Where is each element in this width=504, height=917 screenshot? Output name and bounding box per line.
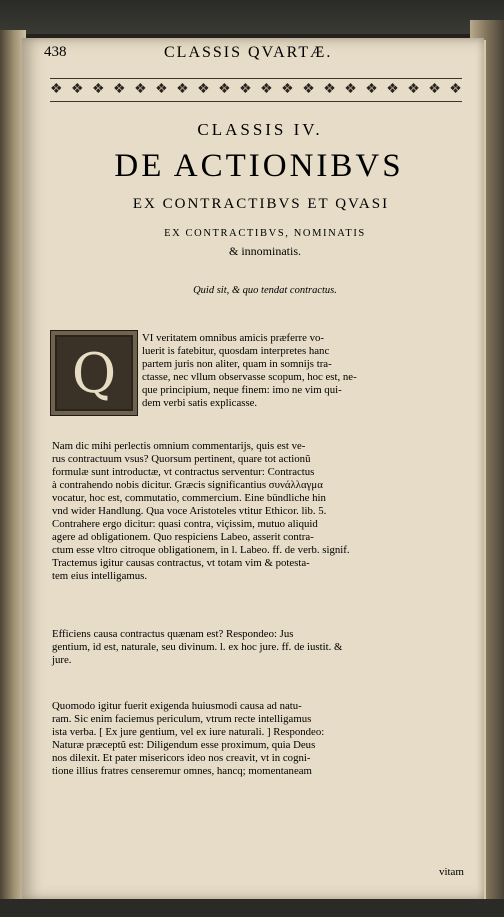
ornament-glyph: ❖ xyxy=(260,82,273,97)
ornament-glyph: ❖ xyxy=(71,82,84,97)
ornament-glyph: ❖ xyxy=(344,82,357,97)
subtitle-line-2: EX CONTRACTIBVS, NOMINATIS xyxy=(164,228,366,239)
text-line: Naturæ præceptũ est: Diligendum esse proximum, quia Deus xyxy=(52,739,316,751)
ornament-glyph: ❖ xyxy=(428,82,441,97)
text-line: formulæ sunt introductæ, vt contractus serventur: Contractus xyxy=(52,466,315,478)
paragraph-2 xyxy=(52,440,472,583)
paragraph-3 xyxy=(52,628,472,667)
text-line: jure. xyxy=(52,654,72,666)
ornament-glyph: ❖ xyxy=(365,82,378,97)
text-line: ctum esse vltro citroque obligationem, in l. Labeo. ff. de verb. signif. xyxy=(52,544,350,556)
ornament-glyph: ❖ xyxy=(92,82,105,97)
ornament-glyph: ❖ xyxy=(176,82,189,97)
ornament-glyph: ❖ xyxy=(386,82,399,97)
text-line: ctasse, nec vllum observasse scopum, hoc est, ne- xyxy=(142,371,357,383)
catchword: vitam xyxy=(438,866,464,878)
ornament-band xyxy=(50,78,462,102)
text-line: partem juris non aliter, quam in somnijs tra- xyxy=(142,358,332,370)
text-line: ram. Sic enim faciemus periculum, vtrum recte intelligamus xyxy=(52,713,312,725)
ornament-glyph: ❖ xyxy=(50,82,63,97)
text-line: tione illius fratres censeremur omnes, hancq; momentaneam xyxy=(52,765,312,777)
subtitle-line-1: EX CONTRACTIBVS ET QVASI xyxy=(132,196,390,212)
main-title: DE ACTIONIBVS xyxy=(114,148,404,184)
text-line: Tractemus igitur causas contractus, vt totam vim & potesta- xyxy=(52,557,310,569)
text-line: vnd wider Handlung. Qua voce Aristoteles vtitur Ethicor. lib. 5. xyxy=(52,505,327,517)
text-line: Quomodo igitur fuerit exigenda huiusmodi causa ad natu- xyxy=(52,700,302,712)
ornament-glyph: ❖ xyxy=(281,82,294,97)
classis-heading: CLASSIS IV. xyxy=(197,120,323,139)
text-line: à contrahendo nobis dicitur. Græcis significantius συνάλλαγμα xyxy=(52,479,323,491)
paragraph-1 xyxy=(142,332,472,410)
text-line: agere ad obligationem. Quo respiciens Labeo, asserit contra- xyxy=(52,531,314,543)
text-line: Efficiens causa contractus quænam est? Respondeo: Jus xyxy=(52,628,294,640)
ornament-glyph: ❖ xyxy=(155,82,168,97)
text-line: gentium, id est, naturale, seu divinum. l. ex hoc jure. ff. de iustit. & xyxy=(52,641,343,653)
ornament-glyph: ❖ xyxy=(449,82,462,97)
text-line: Nam dic mihi perlectis omnium commentarijs, quis est ve- xyxy=(52,440,306,452)
text-line: dem verbi satis explicasse. xyxy=(142,397,258,409)
ornament-glyph: ❖ xyxy=(323,82,336,97)
running-head xyxy=(44,44,458,66)
page-number: 438 xyxy=(44,44,67,60)
text-line: Contrahere ergo dicitur: quasi contra, viçissim, mutuo aliquid xyxy=(52,518,318,530)
ornament-glyph: ❖ xyxy=(239,82,252,97)
text-line: tem eius intelligamus. xyxy=(52,570,148,582)
text-line: luerit is fatebitur, quosdam interpretes hanc xyxy=(142,345,330,357)
running-title: CLASSIS QVARTÆ. xyxy=(164,44,333,61)
ornament-glyph: ❖ xyxy=(197,82,210,97)
text-line: que principium, neque finem: imo ne vim qui- xyxy=(142,384,342,396)
ornament-glyph: ❖ xyxy=(407,82,420,97)
ornament-glyph: ❖ xyxy=(302,82,315,97)
ornament-glyph: ❖ xyxy=(218,82,231,97)
drop-cap-letter: Q xyxy=(71,341,117,405)
text-line: VI veritatem omnibus amicis præferre vo- xyxy=(142,332,324,344)
text-line: ista verba. [ Ex jure gentium, vel ex iure naturali. ] Respondeo: xyxy=(52,726,325,738)
text-line: rus contractuum vsus? Quorsum pertinent, quare tot actionũ xyxy=(52,453,311,465)
drop-cap-initial xyxy=(50,330,138,416)
subtitle-line-3: & innominatis. xyxy=(229,244,301,258)
ornament-glyph: ❖ xyxy=(113,82,126,97)
section-heading: Quid sit, & quo tendat contractus. xyxy=(193,285,337,296)
paragraph-4 xyxy=(52,700,472,778)
ornament-glyph: ❖ xyxy=(134,82,147,97)
text-line: vocatur, hoc est, commutatio, commercium. Eine bündliche hin xyxy=(52,492,326,504)
text-line: nos dilexit. Et pater misericors ideo nos creavit, vt in cogni- xyxy=(52,752,311,764)
table-background xyxy=(0,0,504,34)
table-background-bottom xyxy=(0,899,504,917)
